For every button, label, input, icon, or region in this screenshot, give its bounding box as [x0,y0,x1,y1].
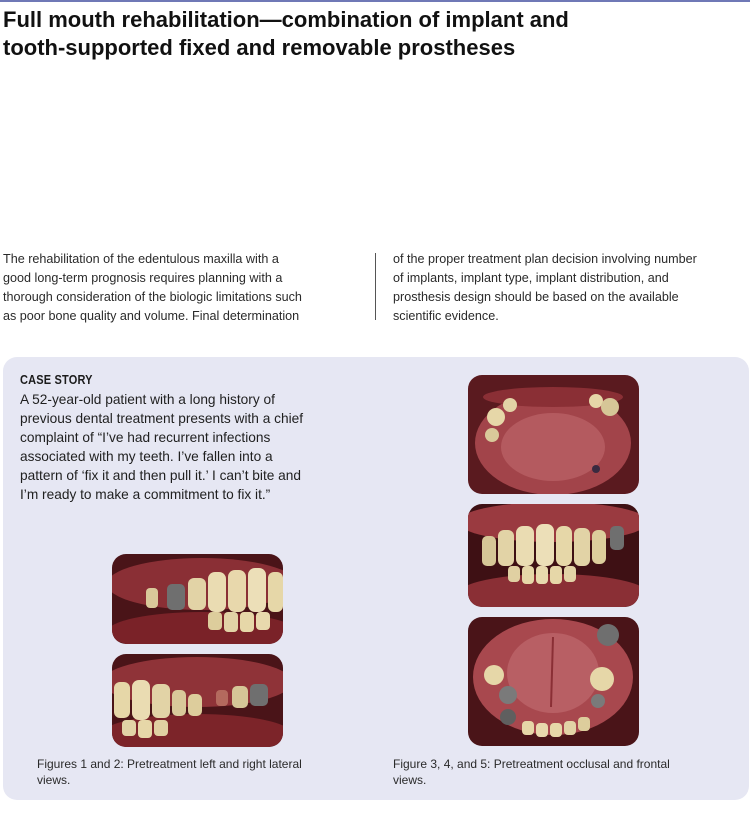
intro-paragraph-left: The rehabilitation of the edentulous maxilla with a good long-term prognosis requires planning with a thorough consideration of the biologic limitations such as poor bone quality and volume. Final determination [3,252,302,323]
column-divider [375,253,376,320]
figure-caption-3-5: Figure 3, 4, and 5: Pretreatment occlusal and frontal views. [393,757,670,787]
figure-caption-1-2: Figures 1 and 2: Pretreatment left and right lateral views. [37,757,302,787]
figure-2-right-lateral-photo [112,654,283,747]
figure-5-mandibular-occlusal-photo [468,617,639,746]
figure-4-frontal-photo [468,504,639,607]
header-rule [0,0,750,2]
figure-1-left-lateral-photo [112,554,283,644]
figure-3-maxillary-occlusal-photo [468,375,639,494]
intro-paragraph-right: of the proper treatment plan decision involving number of implants, implant type, implant distribution, and prosthesis design should be based on the available scientific evidence. [393,252,697,323]
title-line-2: tooth-supported fixed and removable prostheses [3,35,516,60]
case-story-text: A 52-year-old patient with a long history of previous dental treatment presents with a chief complaint of “I’ve had recurrent infections associated with my teeth. I’ve fallen into a pattern of ‘fix it and then pull it.’ I can’t bite and I’m ready to make a commitment to fix it.” [20,392,304,502]
title-line-1: Full mouth rehabilitation—combination of implant and [3,7,569,32]
page-title [3,6,743,62]
case-story-heading: CASE STORY [20,373,93,387]
